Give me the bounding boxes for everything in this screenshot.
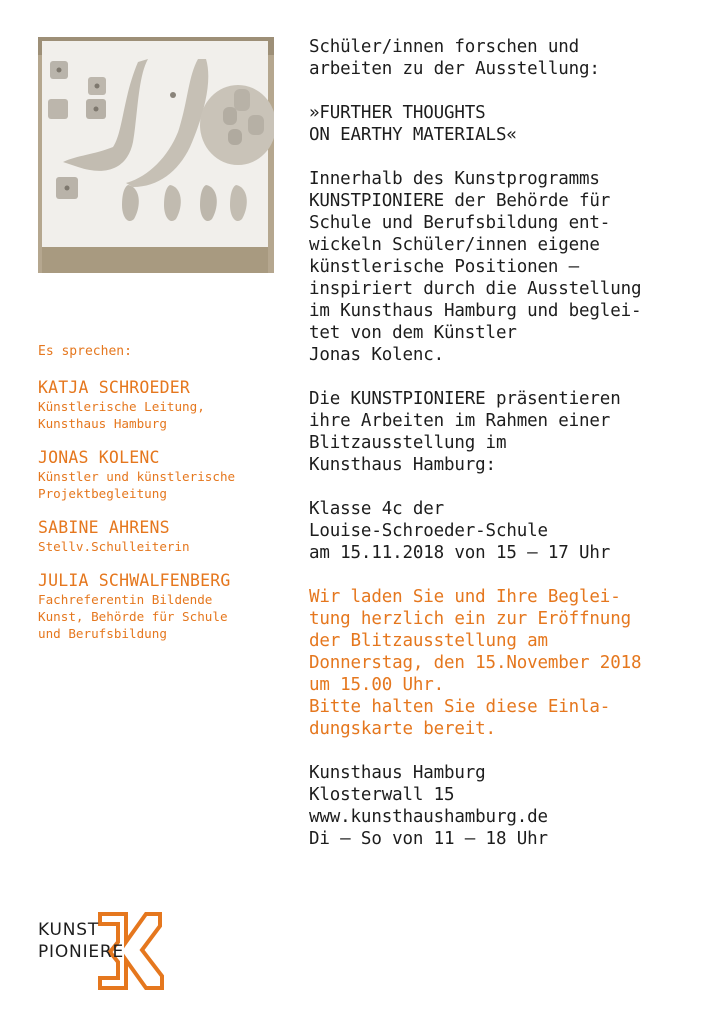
speaker-name: JULIA SCHWALFENBERG [38, 571, 231, 590]
speakers-section [38, 344, 288, 658]
presentation-text: Die KUNSTPIONIERE präsentieren ihre Arbeiten im Rahmen einer Blitzausstellung im Kunsthaus Hamburg: [309, 389, 621, 475]
speaker-item [38, 518, 288, 555]
speaker-item [38, 571, 288, 642]
speaker-item [38, 378, 288, 432]
speaker-role: Künstlerische Leitung, Kunsthaus Hamburg [38, 399, 205, 431]
speaker-role: Stellv.Schulleiterin [38, 539, 190, 554]
description-text: Innerhalb des Kunstprogramms KUNSTPIONIERE der Behörde für Schule und Berufsbildung ent- wickeln Schüler/innen eigene künstlerische Positionen – inspiriert durch die Ausstellung im Kunsthaus Hamburg und beglei- tet von dem Künstler Jonas Kolenc. [309, 169, 642, 365]
speaker-name: JONAS KOLENC [38, 448, 160, 467]
speaker-name: KATJA SCHROEDER [38, 378, 191, 397]
speaker-name: SABINE AHRENS [38, 518, 170, 537]
speaker-role: Künstler und künstlerische Projektbegleitung [38, 469, 236, 501]
logo-line1: KUNST [38, 920, 100, 940]
intro-text: Schüler/innen forschen und arbeiten zu der Ausstellung: [309, 37, 600, 79]
speakers-heading: Es sprechen: [38, 344, 132, 359]
exhibition-title: »FURTHER THOUGHTS ON EARTHY MATERIALS« [309, 103, 517, 145]
address-block: Kunsthaus Hamburg Klosterwall 15 www.kunsthaushamburg.de Di – So von 11 – 18 Uhr [309, 763, 548, 849]
invitation-text: Wir laden Sie und Ihre Beglei- tung herzlich ein zur Eröffnung der Blitzausstellung am Donnerstag, den 15.November 2018 um 15.00 Uhr. Bitte halten Sie diese Einla- dungskarte bereit. [309, 587, 642, 739]
kunstpioniere-logo [38, 912, 164, 990]
main-text [309, 36, 709, 872]
clay-sculptures-photo [38, 37, 274, 273]
class-info: Klasse 4c der Louise-Schroeder-Schule am 15.11.2018 von 15 – 17 Uhr [309, 499, 611, 563]
speaker-item [38, 448, 288, 502]
speaker-role: Fachreferentin Bildende Kunst, Behörde für Schule und Berufsbildung [38, 592, 228, 641]
logo-line2: PIONIERE [38, 942, 125, 962]
